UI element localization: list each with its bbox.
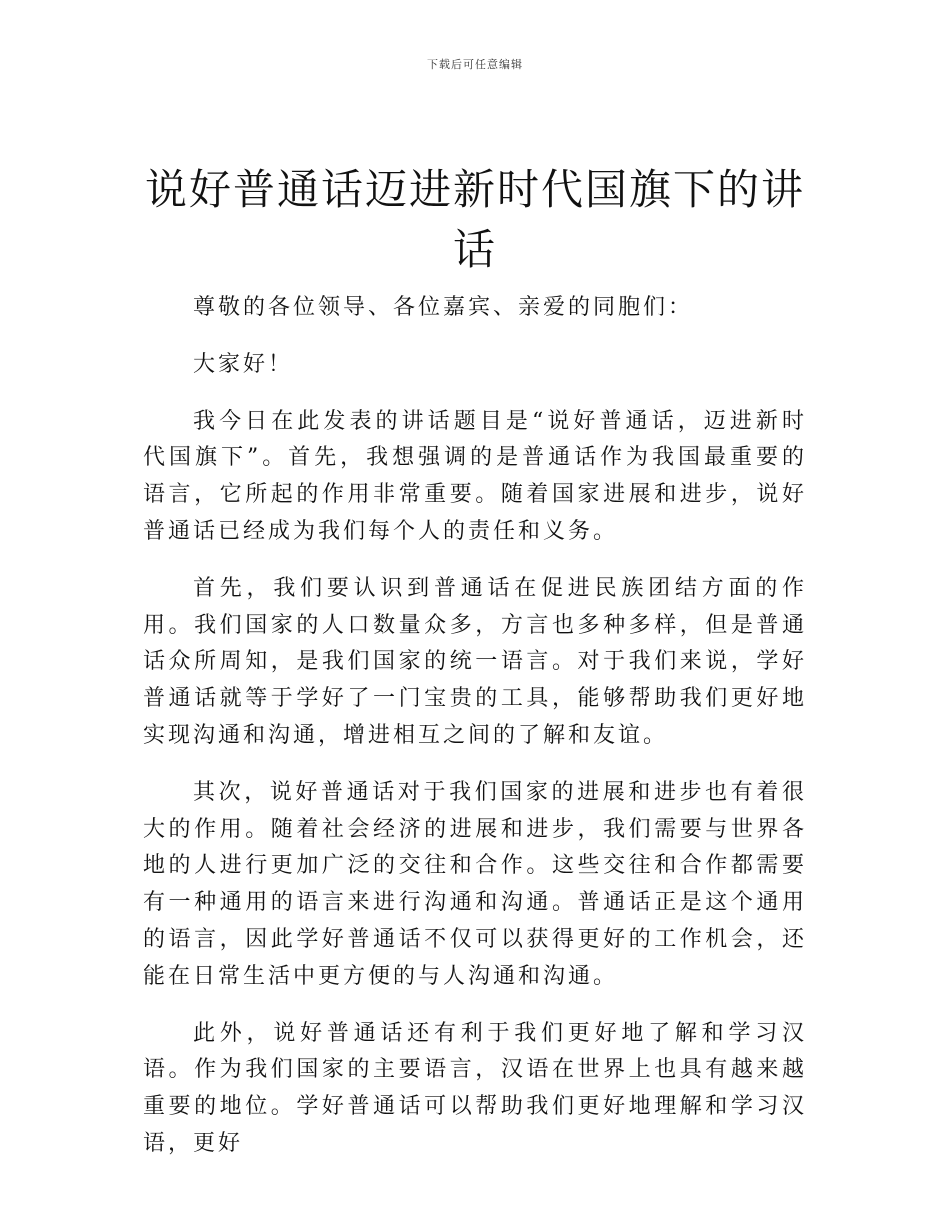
body-paragraph: 其次，说好普通话对于我们国家的进展和进步也有着很大的作用。随着社会经济的进展和进步，我们需要与世界各地的人进行更加广泛的交往和合作。这些交往和合作都需要有一种通用的语言来进行沟通和沟通。普通话正是这个通用的语言，因此学好普通话不仅可以获得更好的工作机会，还能在日常生活中更方便的与人沟通和沟通。 (143, 779, 807, 989)
salutation-paragraph: 尊敬的各位领导、各位嘉宾、亲爱的同胞们： (193, 295, 694, 320)
document-title: 说好普通话迈进新时代国旗下的讲话 (144, 165, 805, 274)
greeting-paragraph: 大家好！ (193, 351, 294, 377)
body-paragraph: 我今日在此发表的讲话题目是“说好普通话，迈进新时代国旗下”。首先，我想强调的是普通话作为我国最重要的语言，它所起的作用非常重要。随着国家进展和进步，说好普通话已经成为我们每个人的责任和义务。 (143, 408, 807, 544)
body-paragraph: 首先，我们要认识到普通话在促进民族团结方面的作用。我们国家的人口数量众多，方言也多种多样，但是普通话众所周知，是我们国家的统一语言。对于我们来说，学好普通话就等于学好了一门宝贵的工具，能够帮助我们更好地实现沟通和沟通，增进相互之间的了解和友谊。 (143, 575, 807, 748)
document-body (143, 290, 807, 1183)
header-note: 下载后可任意编辑 (427, 58, 523, 71)
body-paragraph: 此外，说好普通话还有利于我们更好地了解和学习汉语。作为我们国家的主要语言，汉语在世界上也具有越来越重要的地位。学好普通话可以帮助我们更好地理解和学习汉语，更好 (143, 1020, 807, 1156)
